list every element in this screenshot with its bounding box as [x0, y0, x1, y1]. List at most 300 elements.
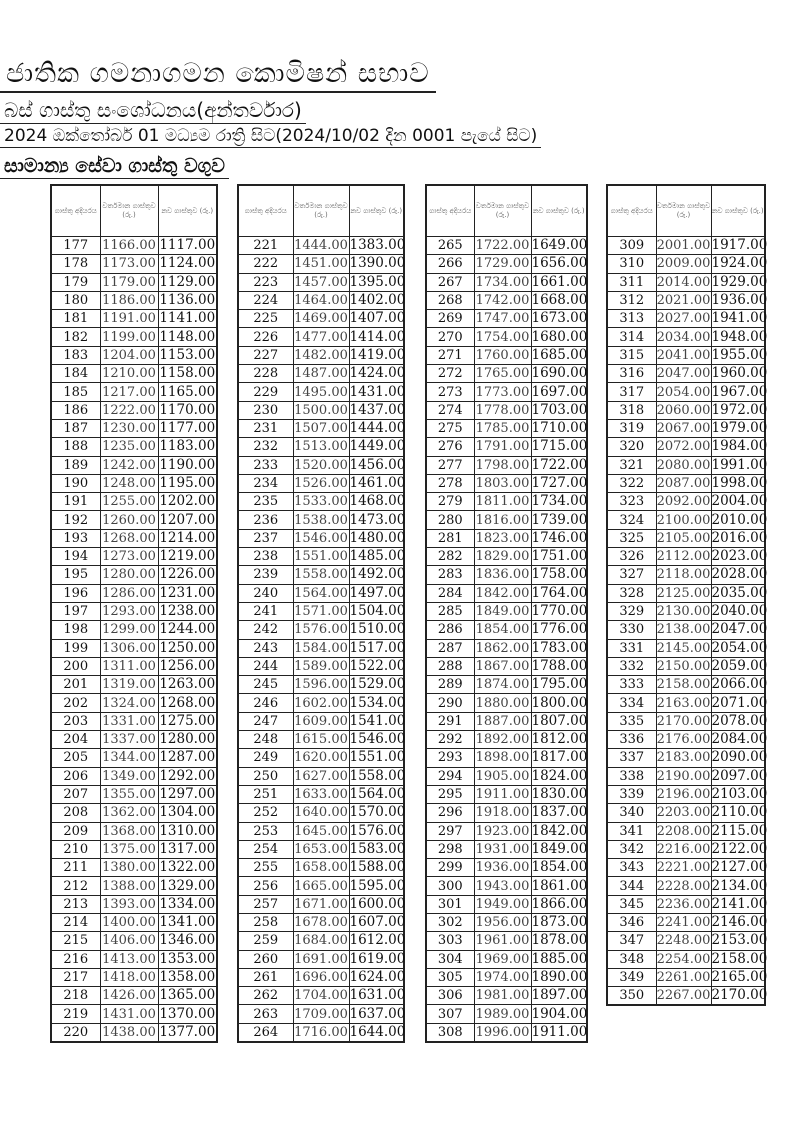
current-fare-cell: 1765.00 — [475, 366, 530, 382]
table-row — [426, 804, 587, 822]
new-fare-cell: 1370.00 — [159, 1005, 216, 1022]
new-fare-cell: 2103.00 — [711, 786, 768, 803]
table-row — [238, 548, 404, 566]
fare-stage-cell: 222 — [238, 255, 293, 273]
new-fare-cell: 1468.00 — [349, 493, 406, 510]
current-fare-cell: 2203.00 — [656, 805, 711, 821]
table-row — [51, 895, 217, 913]
new-fare-cell: 1124.00 — [159, 255, 216, 272]
new-fare-cell: 1788.00 — [531, 657, 588, 674]
new-fare-cell: 2165.00 — [711, 969, 768, 986]
current-fare-cell: 2176.00 — [656, 732, 711, 748]
current-fare-cell: 1571.00 — [294, 604, 348, 620]
fare-stage-cell: 242 — [238, 621, 293, 639]
fare-stage-cell: 195 — [51, 566, 100, 584]
fare-stage-cell: 281 — [426, 529, 474, 547]
fare-stage-cell: 287 — [426, 639, 474, 657]
fare-stage-cell: 301 — [426, 895, 474, 913]
new-fare-cell: 2141.00 — [711, 895, 768, 912]
table-row — [426, 639, 587, 657]
current-fare-cell: 1469.00 — [294, 311, 348, 327]
fare-stage-cell: 344 — [607, 877, 656, 895]
current-fare-cell: 2158.00 — [656, 677, 711, 693]
fare-stage-cell: 295 — [426, 785, 474, 803]
fare-stage-cell: 322 — [607, 474, 656, 492]
current-fare-cell: 2047.00 — [656, 366, 711, 382]
table-row — [238, 456, 404, 474]
fare-stage-cell: 326 — [607, 548, 656, 566]
current-fare-cell: 2254.00 — [656, 951, 711, 967]
table-row — [607, 383, 765, 401]
table-row — [607, 255, 765, 273]
fare-stage-cell: 303 — [426, 932, 474, 950]
fare-stage-cell: 324 — [607, 511, 656, 529]
table-row — [51, 548, 217, 566]
column-header-stage: ගාස්තු අදියරය — [426, 185, 474, 237]
table-row — [426, 456, 587, 474]
new-fare-cell: 1644.00 — [349, 1023, 404, 1042]
current-fare-cell: 1816.00 — [475, 512, 530, 528]
table-row — [238, 987, 404, 1005]
current-fare-cell: 1602.00 — [294, 695, 348, 711]
table-title-text: සාමාන්‍ය සේවා ගාස්තු වගුව — [0, 155, 229, 179]
table-row — [426, 731, 587, 749]
current-fare-cell: 1426.00 — [100, 987, 158, 1005]
new-fare-cell: 1600.00 — [349, 895, 406, 912]
fare-stage-cell: 258 — [238, 913, 293, 931]
table-row — [51, 749, 217, 767]
table-row — [607, 895, 765, 913]
table-row — [51, 822, 217, 840]
table-row — [51, 913, 217, 931]
current-fare-cell: 2221.00 — [656, 860, 711, 876]
current-fare-cell: 2118.00 — [656, 567, 711, 583]
current-fare-cell: 1293.00 — [100, 602, 158, 620]
new-fare-cell: 1480.00 — [349, 529, 406, 546]
column-header-stage: ගාස්තු අදියරය — [238, 185, 293, 237]
current-fare-cell: 1684.00 — [294, 933, 348, 949]
new-fare-cell: 1588.00 — [349, 859, 406, 876]
new-fare-cell: 1541.00 — [349, 712, 406, 729]
current-fare-cell: 1487.00 — [294, 366, 348, 382]
new-fare-cell: 1153.00 — [159, 346, 216, 363]
new-fare-cell: 1390.00 — [349, 255, 406, 272]
current-fare-cell: 1451.00 — [294, 256, 348, 272]
current-fare-cell: 1210.00 — [100, 365, 158, 383]
new-fare-cell: 1890.00 — [531, 969, 588, 986]
new-fare-cell: 2097.00 — [711, 767, 768, 784]
fare-stage-cell: 267 — [426, 273, 474, 291]
new-fare-cell: 1244.00 — [159, 621, 216, 638]
column-header-new-fare: නව ගාස්තුව (රු.) — [711, 185, 765, 237]
fare-stage-cell: 269 — [426, 310, 474, 328]
current-fare-cell: 1862.00 — [475, 640, 530, 656]
new-fare-cell: 1668.00 — [531, 292, 588, 309]
table-row — [426, 365, 587, 383]
fare-stage-cell: 193 — [51, 529, 100, 547]
fare-stage-cell: 216 — [51, 950, 100, 968]
table-row — [607, 438, 765, 456]
current-fare-cell: 1551.00 — [294, 549, 348, 565]
fare-stage-cell: 190 — [51, 474, 100, 492]
table-row — [607, 840, 765, 858]
table-row — [51, 273, 217, 291]
new-fare-cell: 1830.00 — [531, 786, 588, 803]
table-row — [238, 237, 404, 255]
new-fare-cell: 1631.00 — [349, 987, 406, 1004]
fare-stage-cell: 210 — [51, 840, 100, 858]
current-fare-cell: 2130.00 — [656, 604, 711, 620]
current-fare-cell: 2261.00 — [656, 970, 711, 986]
table-row — [238, 1023, 404, 1042]
fare-stage-cell: 185 — [51, 383, 100, 401]
new-fare-cell: 1812.00 — [531, 731, 588, 748]
new-fare-cell: 2040.00 — [711, 603, 768, 620]
new-fare-cell: 1929.00 — [711, 273, 768, 290]
current-fare-cell: 1431.00 — [100, 1005, 158, 1023]
current-fare-cell: 2248.00 — [656, 933, 711, 949]
current-fare-cell: 2060.00 — [656, 402, 711, 418]
new-fare-cell: 1941.00 — [711, 310, 768, 327]
new-fare-cell: 1998.00 — [711, 475, 768, 491]
new-fare-cell: 1758.00 — [531, 566, 588, 583]
new-fare-cell: 1960.00 — [711, 365, 768, 382]
fare-stage-cell: 208 — [51, 804, 100, 822]
fare-stage-cell: 211 — [51, 859, 100, 877]
new-fare-cell: 2146.00 — [711, 914, 768, 931]
table-row — [426, 383, 587, 401]
fare-stage-cell: 342 — [607, 840, 656, 858]
current-fare-cell: 2267.00 — [656, 987, 711, 1006]
table-row — [607, 676, 765, 694]
current-fare-cell: 1311.00 — [100, 657, 158, 675]
fare-stage-cell: 213 — [51, 895, 100, 913]
fare-stage-cell: 325 — [607, 529, 656, 547]
current-fare-cell: 1230.00 — [100, 419, 158, 437]
fare-stage-cell: 181 — [51, 310, 100, 328]
current-fare-cell: 1464.00 — [294, 293, 348, 309]
table-row — [607, 273, 765, 291]
new-fare-cell: 1250.00 — [159, 639, 216, 656]
table-row — [238, 731, 404, 749]
fare-stage-cell: 306 — [426, 987, 474, 1005]
fare-stage-cell: 318 — [607, 401, 656, 419]
fare-stage-cell: 275 — [426, 419, 474, 437]
fare-stage-cell: 236 — [238, 511, 293, 529]
fare-stage-cell: 255 — [238, 859, 293, 877]
fare-stage-cell: 284 — [426, 584, 474, 602]
fare-stage-cell: 224 — [238, 291, 293, 309]
current-fare-cell: 2014.00 — [656, 274, 711, 290]
table-row — [426, 511, 587, 529]
table-row — [426, 895, 587, 913]
fare-stage-cell: 246 — [238, 694, 293, 712]
new-fare-cell: 2004.00 — [711, 493, 768, 510]
table-row — [426, 566, 587, 584]
current-fare-cell: 2170.00 — [656, 713, 711, 729]
current-fare-cell: 1418.00 — [100, 968, 158, 986]
fare-stage-cell: 288 — [426, 657, 474, 675]
current-fare-cell: 1558.00 — [294, 567, 348, 583]
current-fare-cell: 1898.00 — [475, 750, 530, 766]
new-fare-cell: 1564.00 — [349, 786, 406, 803]
table-row — [51, 438, 217, 456]
fare-table-2 — [237, 184, 405, 1043]
fare-stage-cell: 309 — [607, 237, 656, 255]
current-fare-cell: 1658.00 — [294, 860, 348, 876]
current-fare-cell: 1696.00 — [294, 970, 348, 986]
table-header-row — [238, 185, 404, 237]
table-row — [51, 383, 217, 401]
fare-stage-cell: 229 — [238, 383, 293, 401]
fare-stage-cell: 231 — [238, 419, 293, 437]
new-fare-cell: 1256.00 — [159, 657, 216, 674]
new-fare-cell: 1510.00 — [349, 621, 406, 638]
column-header-current-fare: වර්තමාන ගාස්තුව (රු.) — [656, 185, 711, 237]
fare-stage-cell: 323 — [607, 493, 656, 511]
new-fare-cell: 1297.00 — [159, 786, 216, 803]
new-fare-cell: 1522.00 — [349, 657, 406, 674]
new-fare-cell: 1414.00 — [349, 328, 406, 345]
fare-table-3 — [425, 184, 588, 1043]
fare-stage-cell: 230 — [238, 401, 293, 419]
fare-stage-cell: 349 — [607, 968, 656, 986]
fare-table-4 — [606, 184, 766, 1006]
current-fare-cell: 1362.00 — [100, 804, 158, 822]
fare-stage-cell: 202 — [51, 694, 100, 712]
table-row — [238, 749, 404, 767]
current-fare-cell: 1242.00 — [100, 456, 158, 474]
new-fare-cell: 1924.00 — [711, 255, 768, 272]
current-fare-cell: 1299.00 — [100, 621, 158, 639]
new-fare-cell: 1624.00 — [349, 969, 406, 986]
fare-stage-cell: 225 — [238, 310, 293, 328]
new-fare-cell: 1292.00 — [159, 767, 216, 784]
current-fare-cell: 1393.00 — [100, 895, 158, 913]
table-row — [238, 639, 404, 657]
table-row — [51, 676, 217, 694]
current-fare-cell: 1671.00 — [294, 896, 348, 912]
current-fare-cell: 1306.00 — [100, 639, 158, 657]
table-row — [607, 328, 765, 346]
table-row — [607, 602, 765, 620]
new-fare-cell: 1972.00 — [711, 401, 768, 418]
current-fare-cell: 1564.00 — [294, 585, 348, 601]
current-fare-cell: 1273.00 — [100, 548, 158, 566]
current-fare-cell: 2183.00 — [656, 750, 711, 766]
current-fare-cell: 1722.00 — [475, 238, 530, 254]
fare-stage-cell: 332 — [607, 657, 656, 675]
current-fare-cell: 1173.00 — [100, 255, 158, 273]
current-fare-cell: 1191.00 — [100, 310, 158, 328]
table-row — [51, 840, 217, 858]
table-row — [51, 255, 217, 273]
current-fare-cell: 1268.00 — [100, 529, 158, 547]
new-fare-cell: 2110.00 — [711, 804, 768, 821]
new-fare-cell: 2134.00 — [711, 877, 768, 894]
fare-stage-cell: 217 — [51, 968, 100, 986]
new-fare-cell: 1158.00 — [159, 365, 216, 382]
table-row — [426, 474, 587, 492]
fare-stage-cell: 192 — [51, 511, 100, 529]
current-fare-cell: 1166.00 — [100, 237, 158, 255]
table-row — [51, 456, 217, 474]
new-fare-cell: 1607.00 — [349, 914, 406, 931]
table-row — [238, 1005, 404, 1023]
new-fare-cell: 1861.00 — [531, 877, 588, 894]
table-row — [426, 602, 587, 620]
table-row — [51, 767, 217, 785]
current-fare-cell: 1704.00 — [294, 988, 348, 1004]
fare-stage-cell: 220 — [51, 1023, 100, 1042]
current-fare-cell: 1747.00 — [475, 311, 530, 327]
current-fare-cell: 1255.00 — [100, 493, 158, 511]
table-row — [238, 840, 404, 858]
new-fare-cell: 2066.00 — [711, 676, 768, 693]
table-row — [607, 913, 765, 931]
fare-stage-cell: 207 — [51, 785, 100, 803]
table-row — [607, 932, 765, 950]
new-fare-cell: 1341.00 — [159, 914, 216, 931]
new-fare-cell: 1612.00 — [349, 932, 406, 949]
table-row — [238, 968, 404, 986]
current-fare-cell: 1349.00 — [100, 767, 158, 785]
fare-stage-cell: 241 — [238, 602, 293, 620]
fare-stage-cell: 248 — [238, 731, 293, 749]
current-fare-cell: 2190.00 — [656, 768, 711, 784]
new-fare-cell: 1268.00 — [159, 694, 216, 711]
current-fare-cell: 1380.00 — [100, 859, 158, 877]
fare-stage-cell: 280 — [426, 511, 474, 529]
new-fare-cell: 1955.00 — [711, 346, 768, 363]
table-row — [426, 273, 587, 291]
current-fare-cell: 1653.00 — [294, 841, 348, 857]
new-fare-cell: 1746.00 — [531, 529, 588, 546]
current-fare-cell: 1874.00 — [475, 677, 530, 693]
table-row — [426, 621, 587, 639]
page-title — [0, 58, 810, 90]
fare-stage-cell: 350 — [607, 987, 656, 1006]
current-fare-cell: 1778.00 — [475, 402, 530, 418]
fare-stage-cell: 233 — [238, 456, 293, 474]
table-row — [51, 785, 217, 803]
table-row — [51, 291, 217, 309]
table-header-row — [607, 185, 765, 237]
current-fare-cell: 1406.00 — [100, 932, 158, 950]
current-fare-cell: 2163.00 — [656, 695, 711, 711]
fare-stage-cell: 330 — [607, 621, 656, 639]
new-fare-cell: 1619.00 — [349, 950, 406, 967]
current-fare-cell: 1645.00 — [294, 823, 348, 839]
table-row — [238, 273, 404, 291]
current-fare-cell: 1355.00 — [100, 785, 158, 803]
new-fare-cell: 1358.00 — [159, 969, 216, 986]
current-fare-cell: 1186.00 — [100, 291, 158, 309]
new-fare-cell: 2115.00 — [711, 822, 768, 839]
current-fare-cell: 1538.00 — [294, 512, 348, 528]
fare-stage-cell: 310 — [607, 255, 656, 273]
table-row — [607, 365, 765, 383]
new-fare-cell: 1637.00 — [349, 1005, 406, 1022]
table-row — [238, 932, 404, 950]
fare-stage-cell: 260 — [238, 950, 293, 968]
fare-stage-cell: 347 — [607, 932, 656, 950]
current-fare-cell: 1981.00 — [475, 988, 530, 1004]
current-fare-cell: 1520.00 — [294, 457, 348, 473]
current-fare-cell: 1936.00 — [475, 860, 530, 876]
new-fare-cell: 1690.00 — [531, 365, 588, 382]
current-fare-cell: 1836.00 — [475, 567, 530, 583]
fare-stage-cell: 279 — [426, 493, 474, 511]
fare-stage-cell: 343 — [607, 859, 656, 877]
fare-stage-cell: 253 — [238, 822, 293, 840]
table-row — [51, 346, 217, 364]
table-row — [51, 621, 217, 639]
table-row — [426, 438, 587, 456]
current-fare-cell: 1849.00 — [475, 604, 530, 620]
current-fare-cell: 2196.00 — [656, 787, 711, 803]
table-row — [607, 657, 765, 675]
new-fare-cell: 1407.00 — [349, 310, 406, 327]
current-fare-cell: 2112.00 — [656, 549, 711, 565]
table-row — [426, 584, 587, 602]
new-fare-cell: 1873.00 — [531, 914, 588, 931]
table-row — [238, 493, 404, 511]
new-fare-cell: 1353.00 — [159, 950, 216, 967]
current-fare-cell: 1217.00 — [100, 383, 158, 401]
fare-stage-cell: 199 — [51, 639, 100, 657]
new-fare-cell: 1207.00 — [159, 511, 216, 528]
effective-date-text: 2024 ඔක්තෝබර් 01 මධ්‍යම රාත්‍රි සිට(2024/10/02 දින 0001 පැයේ සිට) — [0, 126, 541, 148]
fare-stage-cell: 239 — [238, 566, 293, 584]
new-fare-cell: 1734.00 — [531, 493, 588, 510]
fare-stage-cell: 345 — [607, 895, 656, 913]
current-fare-cell: 1803.00 — [475, 476, 530, 491]
table-row — [51, 968, 217, 986]
new-fare-cell: 1395.00 — [349, 273, 406, 290]
current-fare-cell: 1331.00 — [100, 712, 158, 730]
new-fare-cell: 1304.00 — [159, 804, 216, 821]
table-row — [426, 859, 587, 877]
table-row — [426, 712, 587, 730]
fare-stage-cell: 178 — [51, 255, 100, 273]
fare-stage-cell: 346 — [607, 913, 656, 931]
table-row — [426, 694, 587, 712]
table-row — [238, 419, 404, 437]
table-row — [607, 621, 765, 639]
fare-stage-cell: 187 — [51, 419, 100, 437]
fare-stage-cell: 182 — [51, 328, 100, 346]
table-row — [51, 987, 217, 1005]
current-fare-cell: 1678.00 — [294, 915, 348, 931]
table-row — [426, 877, 587, 895]
table-row — [51, 657, 217, 675]
table-row — [607, 694, 765, 712]
table-row — [607, 749, 765, 767]
table-row — [238, 785, 404, 803]
current-fare-cell: 1533.00 — [294, 494, 348, 510]
table-row — [607, 310, 765, 328]
fare-stage-cell: 204 — [51, 731, 100, 749]
fare-stage-cell: 221 — [238, 237, 293, 255]
current-fare-cell: 1996.00 — [474, 1023, 531, 1042]
new-fare-cell: 1214.00 — [159, 529, 216, 546]
current-fare-cell: 1911.00 — [475, 787, 530, 803]
fare-stage-cell: 250 — [238, 767, 293, 785]
table-row — [426, 657, 587, 675]
fare-stage-cell: 232 — [238, 438, 293, 456]
new-fare-cell: 1680.00 — [531, 328, 588, 345]
